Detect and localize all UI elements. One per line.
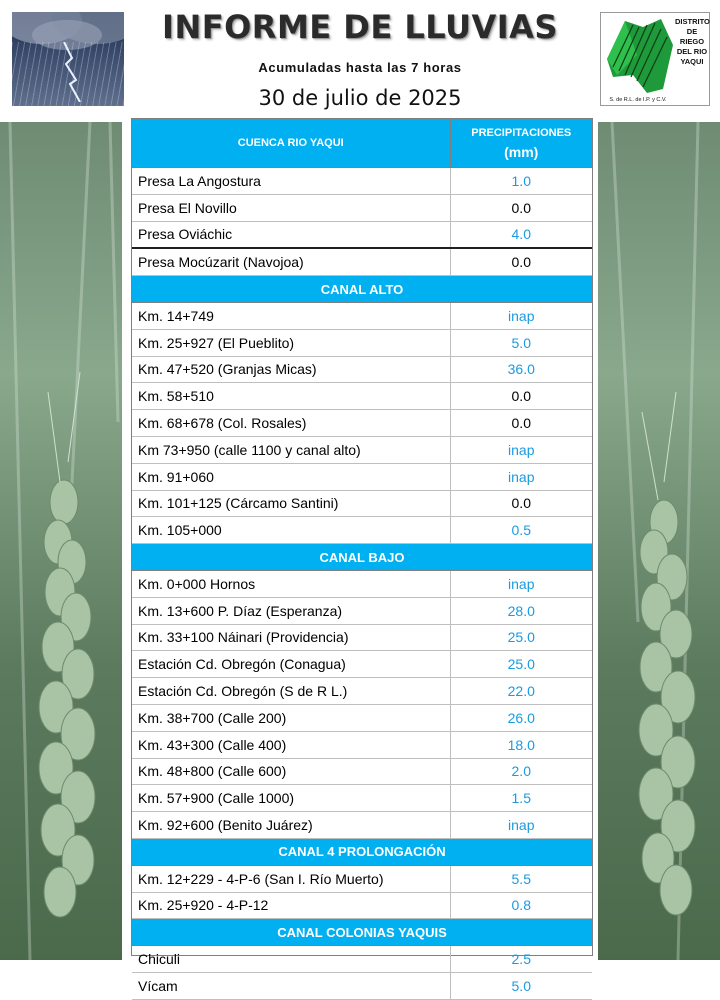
table-row: [132, 865, 592, 892]
district-logo-icon: [600, 12, 710, 106]
station-name: Km. 43+300 (Calle 400): [132, 731, 450, 758]
precipitation-value: 4.0: [450, 221, 592, 248]
station-name: Km. 57+900 (Calle 1000): [132, 785, 450, 812]
station-name: Km. 68+678 (Col. Rosales): [132, 410, 450, 437]
table-row: [132, 463, 592, 490]
precipitation-value: 0.5: [450, 517, 592, 544]
table-row: [132, 329, 592, 356]
station-name: Km. 38+700 (Calle 200): [132, 704, 450, 731]
station-name: Km. 47+520 (Granjas Micas): [132, 356, 450, 383]
storm-cloud-icon: [12, 12, 124, 106]
precipitation-value: 18.0: [450, 731, 592, 758]
table-row: [132, 168, 592, 195]
precipitation-value: inap: [450, 812, 592, 839]
station-name: Presa La Angostura: [132, 168, 450, 195]
precipitation-value: 36.0: [450, 356, 592, 383]
station-name: Presa Oviáchic: [132, 221, 450, 248]
column-header-basin: CUENCA RIO YAQUI: [132, 119, 450, 168]
precipitation-value: 5.0: [450, 329, 592, 356]
station-name: Km. 48+800 (Calle 600): [132, 758, 450, 785]
station-name: Km. 33+100 Náinari (Providencia): [132, 624, 450, 651]
station-name: Km. 25+927 (El Pueblito): [132, 329, 450, 356]
station-name: Presa El Novillo: [132, 194, 450, 221]
precipitation-value: inap: [450, 302, 592, 329]
precipitation-value: inap: [450, 436, 592, 463]
table-row: [132, 194, 592, 221]
report-date: 30 de julio de 2025: [258, 86, 462, 110]
report-header: [0, 0, 720, 118]
precipitation-value: 22.0: [450, 678, 592, 705]
table-row: [132, 972, 592, 999]
rainfall-table: [131, 118, 593, 994]
precipitation-value: 0.0: [450, 383, 592, 410]
table-row: [132, 302, 592, 329]
precipitation-value: inap: [450, 570, 592, 597]
lightning-icon: [50, 42, 90, 102]
precipitation-value: 5.0: [450, 972, 592, 999]
section-header: [132, 276, 592, 303]
station-name: Presa Mocúzarit (Navojoa): [132, 248, 450, 275]
table-row: [132, 490, 592, 517]
station-name: Km. 92+600 (Benito Juárez): [132, 812, 450, 839]
precipitation-value: 0.8: [450, 892, 592, 919]
table-row: [132, 785, 592, 812]
station-name: Vícam: [132, 972, 450, 999]
station-name: Estación Cd. Obregón (S de R L.): [132, 678, 450, 705]
logo-text: DISTRITO DE RIEGO DEL RIO YAQUI: [675, 17, 710, 66]
table-row: [132, 678, 592, 705]
table-row: [132, 731, 592, 758]
station-name: Km. 105+000: [132, 517, 450, 544]
precipitation-value: 26.0: [450, 704, 592, 731]
section-title: CANAL COLONIAS YAQUIS: [132, 919, 592, 946]
station-name: Km. 14+749: [132, 302, 450, 329]
table-row: [132, 356, 592, 383]
table-row: [132, 570, 592, 597]
station-name: Chiculi: [132, 946, 450, 973]
table-row: [132, 410, 592, 437]
table-row: [132, 651, 592, 678]
precipitation-value: 2.0: [450, 758, 592, 785]
station-name: Estación Cd. Obregón (Conagua): [132, 651, 450, 678]
station-name: Km. 101+125 (Cárcamo Santini): [132, 490, 450, 517]
station-name: Km. 12+229 - 4-P-6 (San I. Río Muerto): [132, 865, 450, 892]
wheat-image-right: [598, 122, 720, 960]
table-row: [132, 597, 592, 624]
table-row: [132, 383, 592, 410]
page-title: INFORME DE LLUVIAS: [162, 8, 558, 46]
precipitation-value: 2.5: [450, 946, 592, 973]
station-name: Km 73+950 (calle 1100 y canal alto): [132, 436, 450, 463]
station-name: Km. 13+600 P. Díaz (Esperanza): [132, 597, 450, 624]
precipitation-value: 0.0: [450, 410, 592, 437]
table-row: [132, 436, 592, 463]
station-name: Km. 58+510: [132, 383, 450, 410]
section-header: [132, 919, 592, 946]
precipitation-value: 0.0: [450, 490, 592, 517]
section-header: [132, 838, 592, 865]
section-title: CANAL 4 PROLONGACIÓN: [132, 838, 592, 865]
table-row: [132, 624, 592, 651]
precipitation-value: 25.0: [450, 624, 592, 651]
precipitation-value: 25.0: [450, 651, 592, 678]
station-name: Km. 91+060: [132, 463, 450, 490]
table-row: [132, 892, 592, 919]
section-title: CANAL ALTO: [132, 276, 592, 303]
logo-footer: S. de R.L. de I.P. y C.V.: [609, 97, 667, 103]
precipitation-value: 0.0: [450, 194, 592, 221]
wheat-image-left: [0, 122, 122, 960]
column-header-precipitation: PRECIPITACIONES (mm): [450, 119, 592, 168]
precipitation-value: 28.0: [450, 597, 592, 624]
section-title: CANAL BAJO: [132, 544, 592, 571]
precipitation-value: 5.5: [450, 865, 592, 892]
table-row: [132, 812, 592, 839]
table-row: [132, 517, 592, 544]
table-row: [132, 758, 592, 785]
table-row: [132, 248, 592, 275]
precipitation-value: 1.0: [450, 168, 592, 195]
table-header-row: [132, 119, 592, 168]
precipitation-value: inap: [450, 463, 592, 490]
table-row: [132, 946, 592, 973]
station-name: Km. 0+000 Hornos: [132, 570, 450, 597]
section-header: [132, 544, 592, 571]
page-subtitle: Acumuladas hasta las 7 horas: [258, 60, 462, 75]
precipitation-value: 0.0: [450, 248, 592, 275]
precipitation-value: 1.5: [450, 785, 592, 812]
table-row: [132, 704, 592, 731]
table-row: [132, 221, 592, 248]
station-name: Km. 25+920 - 4-P-12: [132, 892, 450, 919]
